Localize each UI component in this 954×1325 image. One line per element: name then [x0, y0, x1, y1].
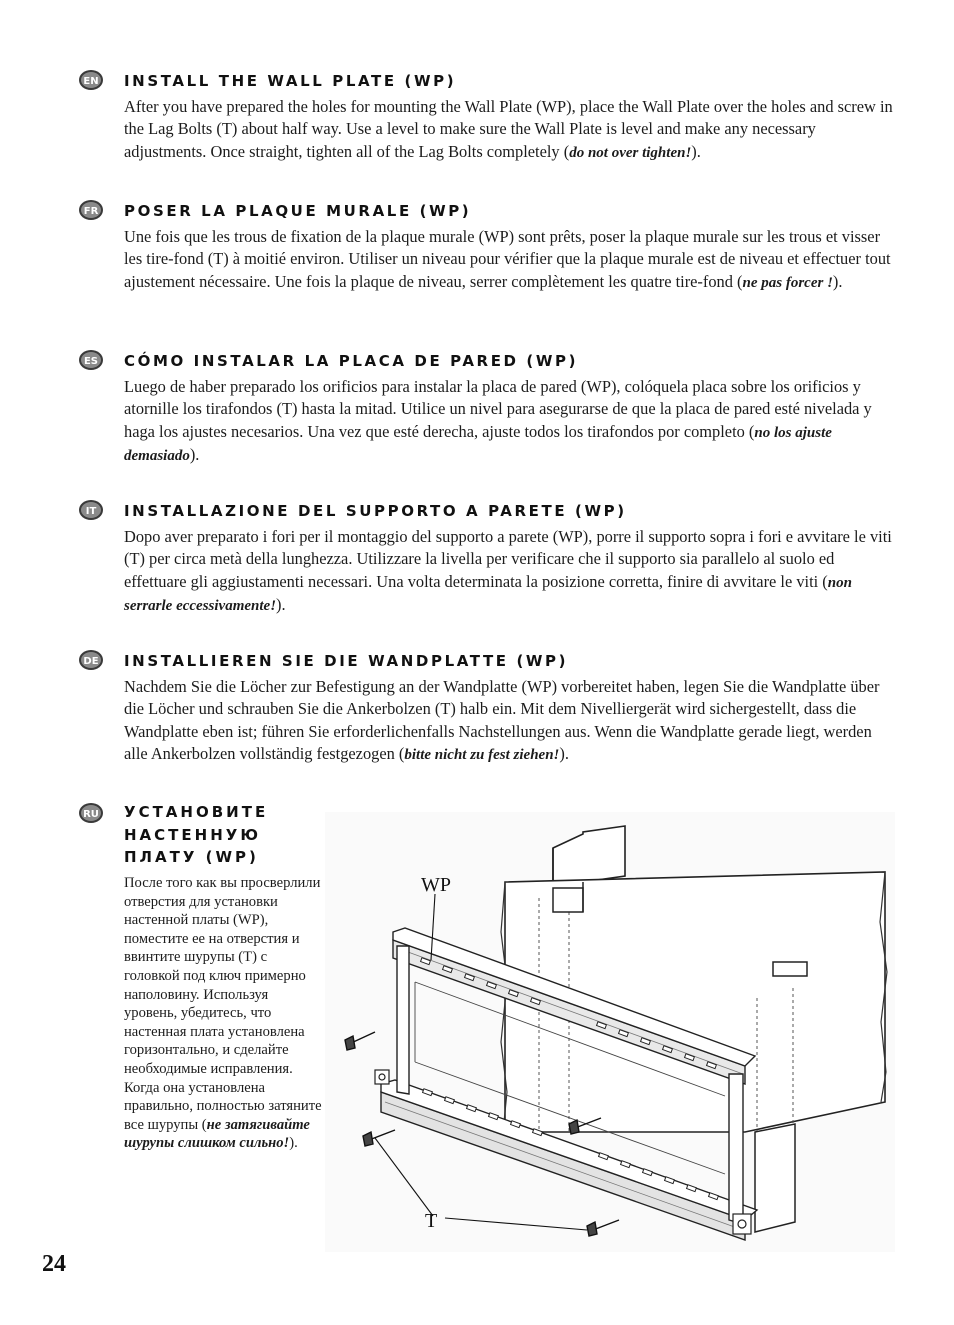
section-heading-ru: УСТАНОВИТЕ НАСТЕННУЮ ПЛАТУ (WP): [124, 803, 269, 866]
wall-plate-illustration: [325, 812, 895, 1252]
language-badge-es-icon: [78, 349, 104, 371]
emphasis-text: non serrarle eccessivamente!: [124, 574, 852, 615]
emphasis-text: do not over tighten!: [569, 144, 692, 161]
section-heading: INSTALLAZIONE DEL SUPPORTO A PARETE (WP): [124, 502, 627, 520]
label-lag-bolts: T: [425, 1210, 438, 1232]
section-heading: POSER LA PLAQUE MURALE (WP): [124, 202, 472, 220]
svg-text:DE: DE: [83, 656, 99, 667]
svg-text:RU: RU: [83, 809, 99, 820]
svg-text:ES: ES: [83, 356, 99, 367]
emphasis-text: bitte nicht zu fest ziehen!: [404, 747, 560, 764]
section-body: After you have prepared the holes for mounting the Wall Plate (WP), place the Wall Plate over the holes and screw in the Lag Bolts (T) about half way. Use a level to make sure the Wall Plate is level and make any necessary adjustments. Once straight, tighten all of the Lag Bolts completely (do not over tighten!).: [124, 97, 893, 161]
language-badge-en-icon: [78, 69, 104, 91]
svg-text:FR: FR: [83, 206, 99, 217]
language-badge-de-icon: [78, 649, 104, 671]
section-body: Dopo aver preparato i fori per il montaggio del supporto a parete (WP), porre il supporto sopra i fori e avvitare le viti (T) per circa metà della lunghezza. Utilizzare la livella per verificare che il supporto sia parallelo al suolo ed effettuare gli aggiustamenti necessari. Una volta determinata la posizione corretta, finire di avvitare le viti (non serrarle eccessivamente!).: [124, 527, 892, 615]
emphasis-text: ne pas forcer !: [742, 274, 833, 291]
section-heading: INSTALL THE WALL PLATE (WP): [124, 72, 457, 90]
language-badge-ru-icon: [78, 802, 104, 824]
section-body-ru: После того как вы просверлили отверстия для установки настенной платы (WP), поместите ее на отверстия и ввинтите шурупы (T) с головкой под ключ примерно наполовину. Используя уровень, убедитесь, что настенная плата установлена горизонтально, и сделайте необходимые исправления. Когда она установлена правильно, полностью затяните все шурупы (не затягивайте шурупы слишком сильно!).: [124, 875, 322, 1152]
section-heading: INSTALLIEREN SIE DIE WANDPLATTE (WP): [124, 652, 569, 670]
emphasis-text: no los ajuste demasiado: [124, 424, 832, 465]
section-body: Nachdem Sie die Löcher zur Befestigung an der Wandplatte (WP) vorbereitet haben, legen Sie die Wandplatte über die Löcher und schrauben Sie die Ankerbolzen (T) halb ein. Mit dem Nivelliergerät wird sichergestellt, dass die Wandplatte eben ist; führen Sie erforderlichenfalls Nachstellungen aus. Wenn die Wandplatte gerade liegt, werden alle Ankerbolzen vollständig festgezogen (bitte nicht zu fest ziehen!).: [124, 677, 880, 764]
svg-text:IT: IT: [85, 506, 97, 517]
label-wall-plate: WP: [421, 874, 451, 896]
page-number: 24: [42, 1251, 66, 1277]
section-body: Une fois que les trous de fixation de la plaque murale (WP) sont prêts, poser la plaque murale sur les trous et visser les tire-fond (T) à moitié environ. Utiliser un niveau pour vérifier que la plaque murale est de niveau et effectuer tout ajustement nécessaire. Une fois la plaque de niveau, serrer complètement les quatre tire-fond (ne pas forcer !).: [124, 227, 891, 291]
language-badge-fr-icon: [78, 199, 104, 221]
language-badge-it-icon: [78, 499, 104, 521]
wall-plate-drawing: [325, 812, 895, 1252]
section-body: Luego de haber preparado los orificios para instalar la placa de pared (WP), colóquela placa sobre los orificios y atornille los tirafondos (T) hasta la mitad. Utilice un nivel para asegurarse de que la placa de pared esté nivelada y haga los ajustes necesarios. Una vez que esté derecha, ajuste todos los tirafondos por completo (no los ajuste demasiado).: [124, 377, 872, 465]
emphasis-text: не затягивайте шурупы слишком сильно!: [124, 1116, 310, 1152]
svg-text:EN: EN: [83, 76, 99, 87]
section-heading: CÓMO INSTALAR LA PLACA DE PARED (WP): [124, 352, 579, 370]
